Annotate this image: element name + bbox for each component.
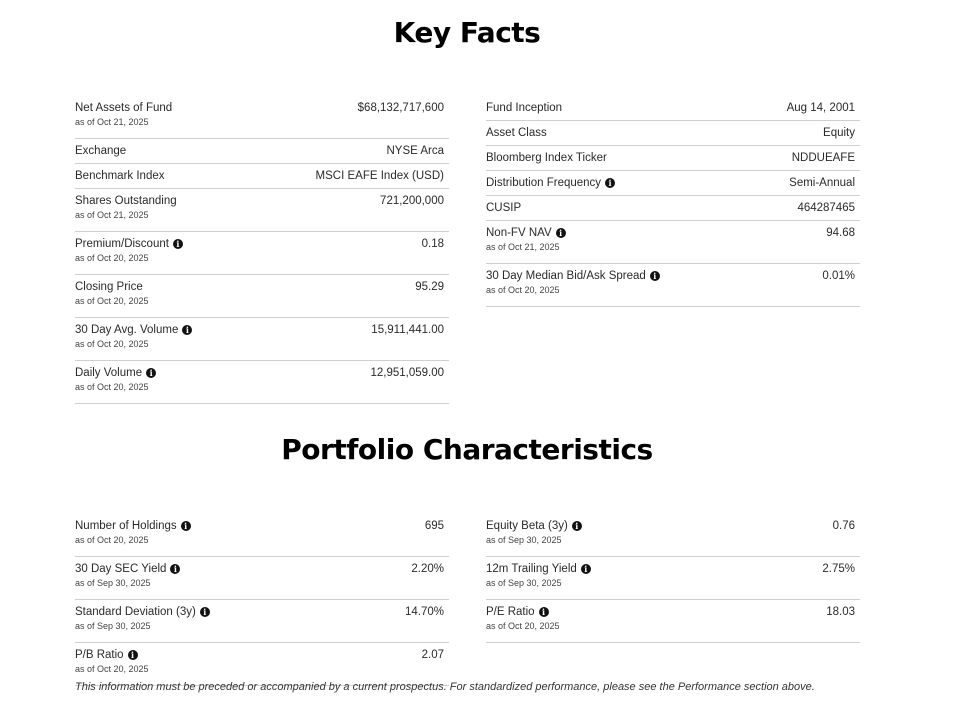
fact-row	[75, 318, 449, 361]
as-of-date: as of Oct 20, 2025	[486, 285, 560, 295]
fact-row	[75, 643, 449, 686]
fact-label-group	[486, 200, 521, 216]
fact-value: 94.68	[826, 227, 855, 239]
as-of-date: as of Oct 21, 2025	[75, 117, 149, 127]
fact-label-text: CUSIP	[486, 202, 522, 214]
fact-row	[486, 600, 860, 643]
fact-value: 0.18	[421, 238, 444, 250]
portfolio-characteristics-title: Portfolio Characteristics	[281, 433, 653, 466]
fact-label-group	[486, 268, 660, 296]
fact-label-group	[486, 225, 566, 253]
fact-row	[75, 275, 449, 318]
fact-label	[75, 279, 149, 295]
info-icon[interactable]: i	[650, 271, 660, 281]
fact-label	[75, 322, 192, 338]
fact-label-group	[75, 168, 165, 184]
fact-label-group	[75, 193, 177, 221]
info-icon[interactable]: i	[200, 607, 210, 617]
as-of-date: as of Oct 20, 2025	[75, 296, 149, 306]
fact-label-group	[486, 518, 582, 546]
fact-label	[75, 604, 210, 620]
fact-row	[486, 221, 860, 264]
as-of-date: as of Oct 20, 2025	[75, 339, 149, 349]
fact-label-text: Shares Outstanding	[75, 195, 177, 207]
fact-row	[75, 557, 449, 600]
fact-label-text: Premium/Discount	[75, 238, 169, 250]
fact-label-group	[75, 143, 126, 159]
fact-label-text: Fund Inception	[486, 102, 563, 114]
fact-row	[75, 514, 449, 557]
as-of-date: as of Oct 20, 2025	[486, 621, 560, 631]
fact-label	[486, 268, 660, 284]
fact-label	[75, 365, 156, 381]
fact-value: 695	[424, 520, 444, 532]
fact-label	[486, 518, 582, 534]
fact-label-text: Distribution Frequency	[486, 177, 602, 189]
as-of-date: as of Sep 30, 2025	[486, 578, 562, 588]
fact-row	[486, 146, 860, 171]
info-icon[interactable]: i	[581, 564, 591, 574]
fact-label	[75, 647, 149, 663]
fact-value: 2.20%	[411, 563, 444, 575]
fact-row	[486, 514, 860, 557]
fact-value: NYSE Arca	[386, 145, 444, 157]
fact-value: 0.01%	[822, 270, 855, 282]
fact-label	[486, 225, 566, 241]
key-facts-right-column	[486, 96, 860, 307]
fact-label-text: 30 Day SEC Yield	[75, 563, 167, 575]
fact-label	[486, 604, 560, 620]
fact-label-text: Number of Holdings	[75, 520, 177, 532]
fact-row	[75, 361, 449, 404]
fact-label-text: Daily Volume	[75, 367, 143, 379]
fact-label-text: P/E Ratio	[486, 606, 535, 618]
info-icon[interactable]: i	[128, 650, 138, 660]
info-icon[interactable]: i	[572, 521, 582, 531]
fact-label-text: 30 Day Median Bid/Ask Spread	[486, 270, 646, 282]
fact-row	[486, 121, 860, 146]
fact-value: Aug 14, 2001	[786, 102, 855, 114]
fact-label	[75, 168, 165, 184]
fact-label-group	[75, 365, 156, 393]
as-of-date: as of Sep 30, 2025	[75, 621, 151, 631]
fact-row	[75, 164, 449, 189]
fact-label	[75, 100, 172, 116]
fact-value: 18.03	[826, 606, 855, 618]
fact-label	[75, 236, 183, 252]
fact-label-group	[486, 561, 591, 589]
fact-label-group	[75, 279, 149, 307]
info-icon[interactable]: i	[539, 607, 549, 617]
fact-row	[75, 600, 449, 643]
fact-label	[75, 193, 177, 209]
fact-value: 0.76	[832, 520, 855, 532]
info-icon[interactable]: i	[605, 178, 615, 188]
fact-label-text: Equity Beta (3y)	[486, 520, 568, 532]
fact-value: 721,200,000	[380, 195, 444, 207]
fact-label-text: P/B Ratio	[75, 649, 124, 661]
fact-label-group	[486, 150, 607, 166]
fact-label	[486, 150, 607, 166]
fact-label-group	[75, 518, 191, 546]
fact-label-group	[75, 647, 149, 675]
fact-value: 12,951,059.00	[370, 367, 444, 379]
info-icon[interactable]: i	[146, 368, 156, 378]
fact-value: $68,132,717,600	[357, 102, 444, 114]
as-of-date: as of Oct 20, 2025	[75, 535, 149, 545]
fact-label-group	[486, 604, 560, 632]
fact-value: 15,911,441.00	[371, 324, 444, 336]
as-of-date: as of Oct 20, 2025	[75, 664, 149, 674]
fact-label-text: Benchmark Index	[75, 170, 165, 182]
fact-label-group	[486, 100, 562, 116]
fact-label	[486, 175, 615, 191]
as-of-date: as of Oct 20, 2025	[75, 382, 149, 392]
key-facts-title: Key Facts	[393, 16, 541, 49]
fact-value: NDDUEAFE	[791, 152, 855, 164]
info-icon[interactable]: i	[170, 564, 180, 574]
fact-label-text: 30 Day Avg. Volume	[75, 324, 179, 336]
fact-value: 14.70%	[404, 606, 444, 618]
fact-label-text: Asset Class	[486, 127, 547, 139]
info-icon[interactable]: i	[556, 228, 566, 238]
fact-label	[486, 200, 521, 216]
fact-label-text: Bloomberg Index Ticker	[486, 152, 607, 164]
fact-label-text: 12m Trailing Yield	[486, 563, 577, 575]
fact-row	[486, 196, 860, 221]
as-of-date: as of Oct 21, 2025	[486, 242, 560, 252]
fact-label	[486, 561, 591, 577]
fact-label-group	[486, 125, 547, 141]
fact-label-text: Standard Deviation (3y)	[75, 606, 196, 618]
fact-label-text: Exchange	[75, 145, 127, 157]
fact-label-group	[75, 322, 192, 350]
fact-label-text: Net Assets of Fund	[75, 102, 173, 114]
portfolio-left-column	[75, 514, 449, 686]
fact-value: MSCI EAFE Index (USD)	[315, 170, 444, 182]
fact-label	[75, 518, 191, 534]
fact-row	[75, 232, 449, 275]
as-of-date: as of Sep 30, 2025	[75, 578, 151, 588]
fact-row	[486, 96, 860, 121]
as-of-date: as of Sep 30, 2025	[486, 535, 562, 545]
fact-label	[75, 143, 126, 159]
fact-row	[486, 264, 860, 307]
fact-row	[486, 557, 860, 600]
fact-label-group	[75, 236, 183, 264]
fact-label-group	[75, 604, 210, 632]
fact-label-group	[75, 100, 172, 128]
fact-label	[486, 100, 562, 116]
fact-label-group	[486, 175, 615, 191]
fact-label	[75, 561, 180, 577]
key-facts-left-column	[75, 96, 449, 404]
fact-value: 2.75%	[822, 563, 855, 575]
fact-value: 2.07	[421, 649, 444, 661]
info-icon[interactable]: i	[181, 521, 191, 531]
info-icon[interactable]: i	[182, 325, 192, 335]
fact-label-text: Non-FV NAV	[486, 227, 552, 239]
fact-label-text: Closing Price	[75, 281, 143, 293]
fact-value: Equity	[823, 127, 855, 139]
fact-row	[75, 189, 449, 232]
portfolio-right-column	[486, 514, 860, 643]
fact-row	[486, 171, 860, 196]
fact-row	[75, 96, 449, 139]
fact-label	[486, 125, 547, 141]
disclaimer-text: This information must be preceded or accompanied by a current prospectus. For standardized performance, please see the Performance section above.	[75, 681, 815, 693]
info-icon[interactable]: i	[173, 239, 183, 249]
fact-value: Semi-Annual	[789, 177, 855, 189]
as-of-date: as of Oct 21, 2025	[75, 210, 149, 220]
fact-label-group	[75, 561, 180, 589]
as-of-date: as of Oct 20, 2025	[75, 253, 149, 263]
fact-value: 464287465	[797, 202, 855, 214]
fact-value: 95.29	[415, 281, 444, 293]
fact-row	[75, 139, 449, 164]
